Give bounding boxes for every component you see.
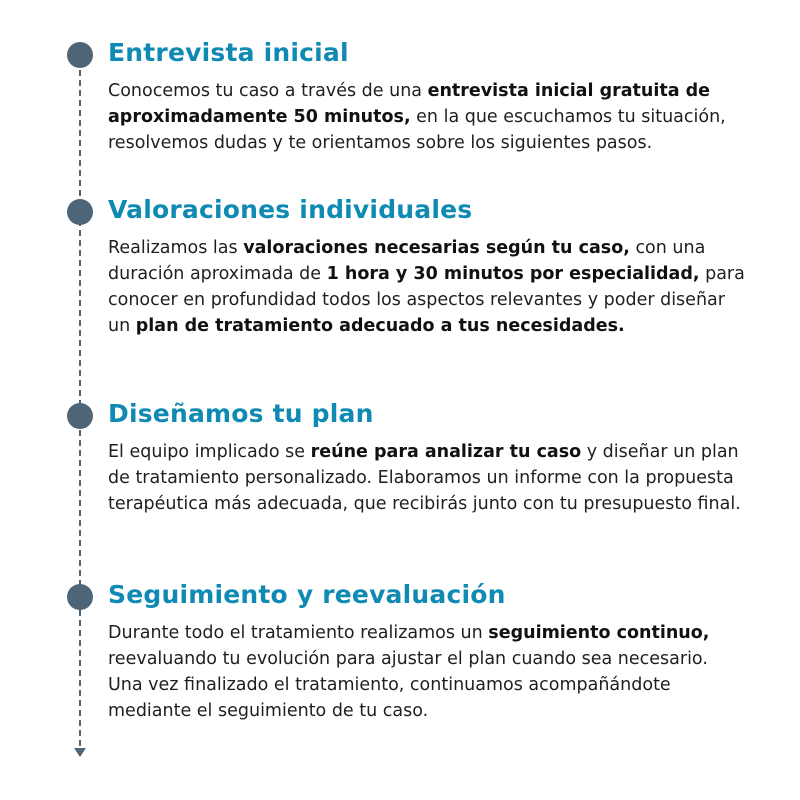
text-run: Durante todo el tratamiento realizamos un [108,623,489,643]
step-seguimiento-reevaluacion [108,580,748,724]
timeline-dot [67,584,93,610]
text-run: reevaluando tu evolución para ajustar el plan cuando sea necesario. Una vez finalizado el tratamiento, continuamos acompañándote mediante el seguimiento de tu caso. [108,649,708,721]
text-run: en la que escuchamos tu situación, resolvemos dudas y te orientamos sobre los siguientes pasos. [108,107,726,153]
step-valoraciones-individuales [108,195,748,339]
timeline-dot [67,403,93,429]
step-description [108,235,748,339]
step-description [108,439,748,517]
timeline-arrow-icon [74,748,86,757]
text-run-bold: entrevista inicial gratuita de aproximadamente 50 minutos, [108,81,711,127]
step-entrevista-inicial [108,38,748,156]
text-run-bold: seguimiento continuo, [488,623,710,643]
text-run-bold: valoraciones necesarias según tu caso, [243,238,630,258]
text-run: para conocer en profundidad todos los aspectos relevantes y poder diseñar un [108,264,745,336]
text-run-bold: 1 hora y 30 minutos por especialidad, [326,264,700,284]
text-run-bold: reúne para analizar tu caso [310,442,582,462]
text-run-bold: plan de tratamiento adecuado a tus necesidades. [135,316,625,336]
text-run: Realizamos las [108,238,244,258]
timeline-dot [67,42,93,68]
step-title: Valoraciones individuales [108,195,473,224]
text-run: Conocemos tu caso a través de una [108,81,428,101]
text-run: y diseñar un plan de tratamiento personalizado. Elaboramos un informe con la propuesta terapéutica más adecuada, que recibirás junto con tu presupuesto final. [108,442,741,514]
step-title: Diseñamos tu plan [108,399,374,428]
step-description [108,78,748,156]
step-description [108,620,748,724]
timeline-dot [67,199,93,225]
step-disenamos-tu-plan [108,399,748,517]
step-title: Entrevista inicial [108,38,349,67]
text-run: El equipo implicado se [108,442,311,462]
text-run: con una duración aproximada de [108,238,706,284]
step-title: Seguimiento y reevaluación [108,580,506,609]
